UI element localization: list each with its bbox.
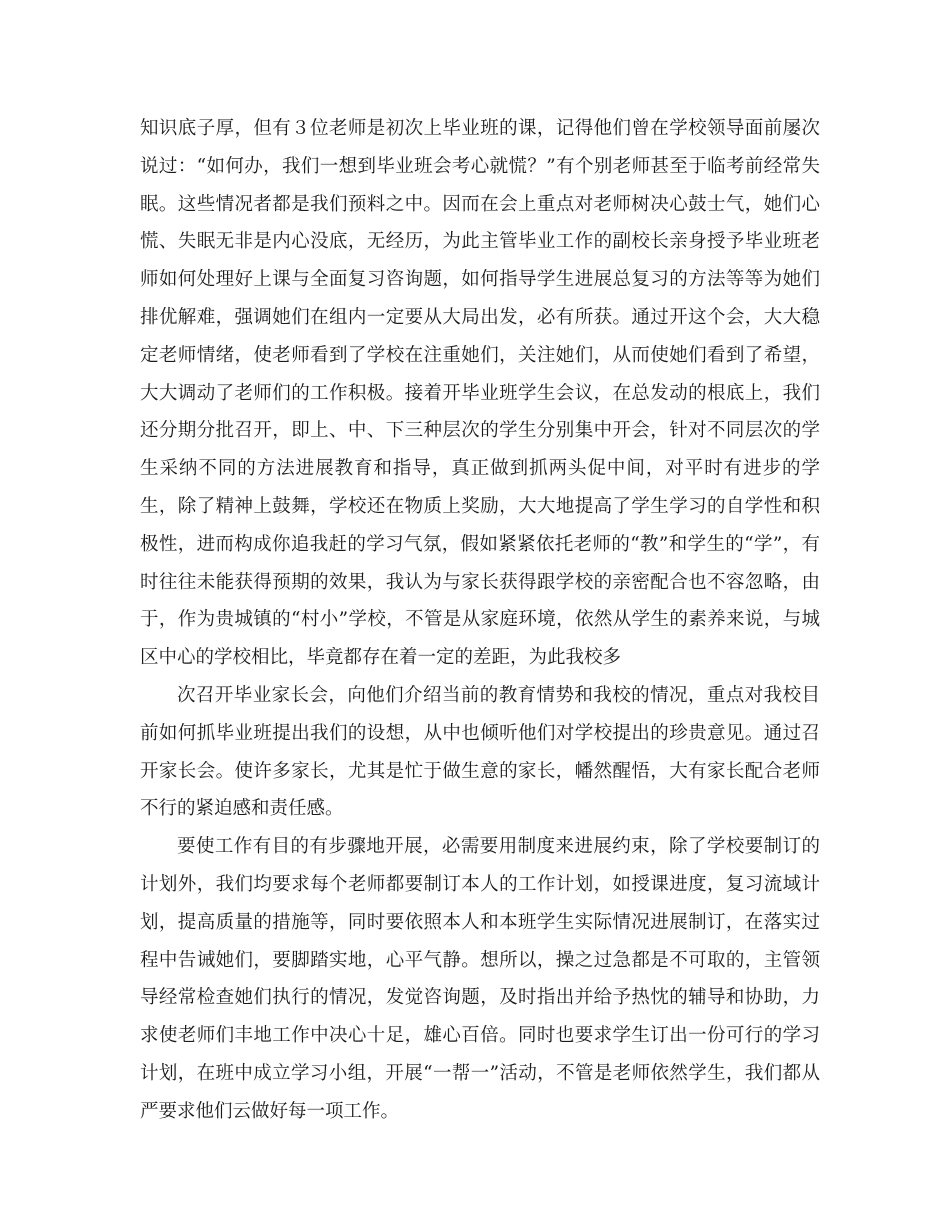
document-body [140,110,820,1131]
paragraph-3: 要使工作有目的有步骤地开展，必需要用制度来进展约束，除了学校要制订的计划外，我们均要求每个老师都要制订本人的工作计划，如授课进度，复习流域计划，提高质量的措施等，同时要依照本人和本班学生实际情况进展制订，在落实过程中告诫她们，要脚踏实地，心平气静。想所以，操之过急都是不可取的，主管领导经常检查她们执行的情况，发觉咨询题，及时指出并给予热忱的辅导和协助，力求使老师们丰地工作中决心十足，雄心百倍。同时也要求学生订出一份可行的学习计划，在班中成立学习小组，开展“一帮一”活动，不管是老师依然学生，我们都从严要求他们云做好每一项工作。 [140,836,820,1122]
paragraph-2: 次召开毕业家长会，向他们介绍当前的教育情势和我校的情况，重点对我校目前如何抓毕业班提出我们的设想，从中也倾听他们对学校提出的珍贵意见。通过召开家长会。使许多家长，尤其是忙于做生意的家长，幡然醒悟，大有家长配合老师不行的紧迫感和责任感。 [140,684,820,820]
paragraph-1: 知识底子厚，但有３位老师是初次上毕业班的课，记得他们曾在学校领导面前屡次说过：“如何办，我们一想到毕业班会考心就慌？”有个别老师甚至于临考前经常失眠。这些情况者都是我们预料之中。因而在会上重点对老师树决心鼓士气，她们心慌、失眠无非是内心没底，无经历，为此主管毕业工作的副校长亲身授予毕业班老师如何处理好上课与全面复习咨询题，如何指导学生进展总复习的方法等等为她们排优解难，强调她们在组内一定要从大局出发，必有所获。通过开这个会，大大稳定老师情绪，使老师看到了学校在注重她们，关注她们，从而使她们看到了希望，大大调动了老师们的工作积极。接着开毕业班学生会议，在总发动的根底上，我们还分期分批召开，即上、中、下三种层次的学生分别集中开会，针对不同层次的学生采纳不同的方法进展教育和指导，真正做到抓两头促中间，对平时有进步的学生，除了精神上鼓舞，学校还在物质上奖励，大大地提高了学生学习的自学性和积极性，进而构成你追我赶的学习气氛，假如紧紧依托老师的“教”和学生的“学”，有时往往未能获得预期的效果，我认为与家长获得跟学校的亲密配合也不容忽略，由于，作为贵城镇的“村小”学校，不管是从家庭环境，依然从学生的素养来说，与城区中心的学校相比，毕竟都存在着一定的差距，为此我校多 [140,118,820,669]
